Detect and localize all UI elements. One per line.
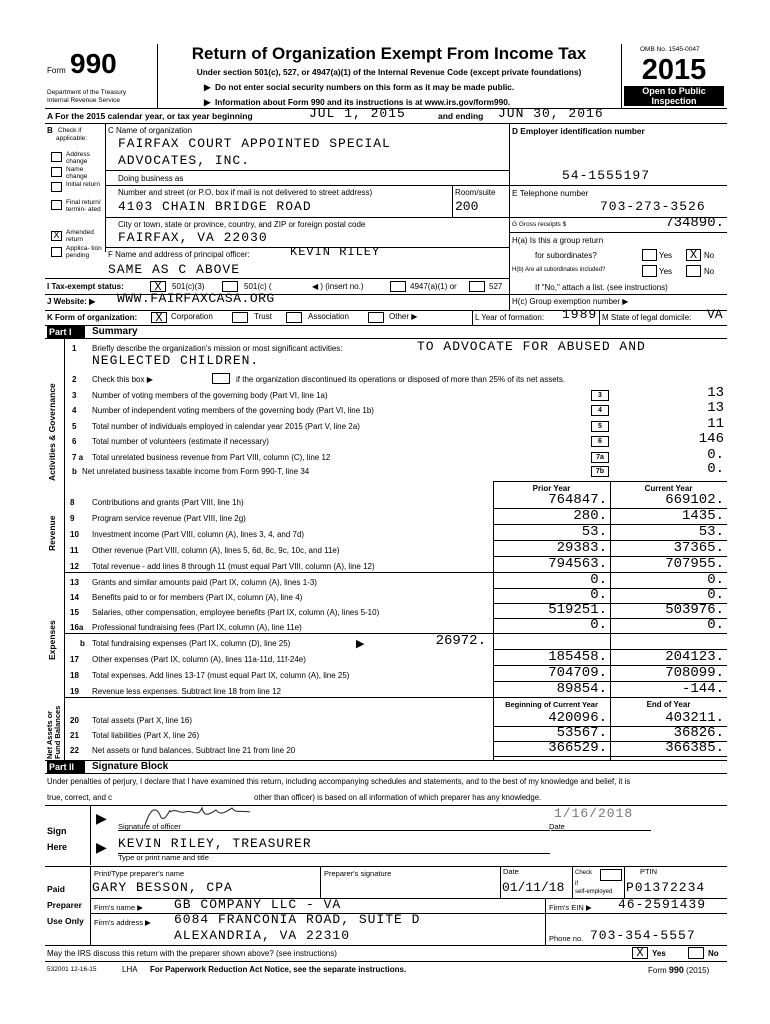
prior-year-value: 794563.	[548, 556, 607, 572]
financial-line-label: Other expenses (Part IX, column (A), lines 11a-11d, 11f-24e)	[92, 655, 306, 664]
check-label: Check	[575, 870, 593, 876]
street-label: Number and street (or P.O. box if mail is not delivered to street address)	[118, 188, 373, 197]
group-return-yes-checkbox[interactable]	[642, 249, 657, 261]
preparer-name: GARY BESSON, CPA	[92, 880, 233, 895]
line-box-number: 5	[591, 421, 609, 432]
current-year-value: 1435.	[681, 508, 724, 524]
city-label: City or town, state or province, country, and ZIP or foreign postal code	[118, 220, 366, 229]
mission-line2: NEGLECTED CHILDREN.	[92, 353, 260, 368]
firm-address-line1: 6084 FRANCONIA ROAD, SUITE D	[174, 912, 421, 927]
preparer-date: 01/11/18	[502, 880, 565, 895]
preparer-signature-label: Preparer's signature	[324, 869, 392, 878]
applicable-label: applicable:	[56, 135, 88, 142]
attach-list-note: If "No," attach a list. (see instructions)	[535, 283, 668, 292]
amended-return-checkbox[interactable]: X	[51, 231, 62, 241]
use-only-label: Use Only	[47, 916, 84, 926]
current-year-value: 707955.	[665, 556, 724, 572]
financial-line-label: Salaries, other compensation, employee benefits (Part IX, column (A), lines 5-10)	[92, 608, 380, 617]
line-number: 7 a	[72, 453, 84, 462]
activity-line-label: Number of voting members of the governing body (Part VI, line 1a)	[92, 391, 328, 400]
financial-line-label: Investment income (Part VIII, column (A), lines 3, 4, and 7d)	[92, 530, 305, 539]
form-title: Return of Organization Exempt From Income Tax	[191, 44, 587, 63]
form-subtitle: Under section 501(c), 527, or 4947(a)(1) of the Internal Revenue Code (except private foundations)	[196, 67, 582, 77]
line-number: b	[80, 639, 85, 648]
name-change-checkbox[interactable]	[51, 167, 62, 177]
prior-year-value: 53.	[581, 524, 607, 540]
sign-label: Sign	[47, 826, 67, 836]
lha-label: LHA	[122, 965, 138, 974]
activity-line-value: 0.	[707, 447, 724, 463]
501c3-label: 501(c)(3)	[172, 282, 205, 291]
discuss-question: May the IRS discuss this return with the preparer shown above? (see instructions)	[47, 949, 337, 958]
insert-no-label: ◀ ) (insert no.)	[312, 282, 364, 291]
paperwork-notice: For Paperwork Reduction Act Notice, see the separate instructions.	[150, 965, 407, 974]
line-number: 11	[70, 546, 79, 555]
initial-return-checkbox[interactable]	[51, 182, 62, 192]
prior-year-value: 704709.	[548, 665, 607, 681]
officer-name-title: KEVIN RILEY, TREASURER	[118, 836, 312, 851]
here-label: Here	[47, 842, 68, 852]
line-1-number: 1	[72, 344, 77, 353]
discuss-no-label: No	[708, 949, 719, 958]
dept-irs: Internal Revenue Service	[47, 97, 120, 104]
phone-label: Phone no.	[549, 934, 584, 943]
officer-label: F Name and address of principal officer:	[108, 250, 250, 259]
discuss-yes-checkbox[interactable]: X	[632, 947, 648, 959]
side-revenue: Revenue	[47, 515, 57, 551]
financial-line-label: Revenue less expenses. Subtract line 18 from line 12	[92, 687, 281, 696]
org-name-line1: FAIRFAX COURT APPOINTED SPECIAL	[118, 136, 391, 151]
prior-year-value: 185458.	[548, 649, 607, 665]
current-year-value: 37365.	[673, 540, 724, 556]
line-box-number: 7a	[591, 452, 609, 463]
ein-label: D Employer identification number	[512, 126, 645, 136]
line-a-label: A For the 2015 calendar year, or tax year beginning	[47, 111, 253, 121]
website-label: J Website: ▶	[47, 297, 96, 306]
activity-line-label: Total number of volunteers (estimate if necessary)	[92, 437, 269, 446]
city-state-zip: FAIRFAX, VA 22030	[118, 230, 268, 245]
financial-line-label: Other revenue (Part VIII, column (A), lines 5, 6d, 8c, 9c, 10c, and 11e)	[92, 546, 340, 555]
activity-line-label: Total number of individuals employed in calendar year 2015 (Part V, line 2a)	[92, 422, 360, 431]
sign-arrow: ▶	[96, 810, 107, 826]
side-net-assets: Net Assets or Fund Balances	[45, 705, 62, 759]
preparer-phone: 703-354-5557	[590, 928, 696, 943]
no-label: No	[704, 251, 715, 260]
subordinates-no-checkbox[interactable]	[686, 265, 701, 277]
footer-form: Form 990 (2015)	[648, 965, 710, 975]
subordinates-yes-checkbox[interactable]	[642, 265, 657, 277]
prior-year-value: 0.	[590, 572, 607, 588]
street-address: 4103 CHAIN BRIDGE ROAD	[118, 199, 312, 214]
financial-line-label: Contributions and grants (Part VIII, line 1h)	[92, 498, 244, 507]
date-label: Date	[549, 822, 565, 831]
line-number: 5	[72, 422, 77, 431]
prior-year-value: 280.	[573, 508, 607, 524]
line-number: 20	[70, 716, 79, 725]
fundraising-expenses-value: 26972.	[435, 633, 486, 649]
ptin-label: PTIN	[640, 867, 658, 876]
group-return-label: H(a) Is this a group return	[512, 236, 604, 245]
other-label: Other ▶	[389, 312, 418, 321]
501c-label: 501(c) (	[244, 282, 272, 291]
penalty-text-2b: other than officer) is based on all information of which preparer has any knowledge.	[254, 793, 542, 802]
state-domicile-value: VA	[707, 307, 723, 322]
subordinates-label: H(b) Are all subordinates included?	[512, 267, 606, 273]
current-year-value: 0.	[707, 617, 724, 633]
dept-treasury: Department of the Treasury	[47, 89, 127, 96]
financial-line-label: Professional fundraising fees (Part IX, column (A), line 11e)	[92, 623, 302, 632]
telephone-label: E Telephone number	[512, 188, 589, 198]
other-checkbox[interactable]	[368, 312, 384, 323]
form-code: 532001 12-16-15	[47, 966, 97, 973]
prior-year-value: 519251.	[548, 602, 607, 618]
no-label: No	[704, 267, 715, 276]
prior-year-value: 0.	[590, 617, 607, 633]
notice-ssn: ▶ Do not enter social security numbers on this form as it may be made public.	[204, 82, 515, 92]
line-number: 18	[70, 671, 79, 680]
paid-label: Paid	[47, 884, 65, 894]
website-value: WWW.FAIRFAXCASA.ORG	[117, 291, 275, 306]
activity-line-label: Total unrelated business revenue from Part VIII, column (C), line 12	[92, 453, 331, 462]
prior-year-value: 29383.	[556, 540, 607, 556]
room-suite: 200	[455, 199, 479, 214]
side-expenses: Expenses	[47, 620, 57, 660]
end-year-value: 36826.	[673, 725, 724, 741]
notice-info: ▶ Information about Form 990 and its instructions is at www.irs.gov/form990.	[204, 97, 511, 107]
line-box-number: 3	[591, 390, 609, 401]
4947-label: 4947(a)(1) or	[410, 282, 457, 291]
final-return-checkbox[interactable]	[51, 200, 62, 210]
527-label: 527	[489, 282, 503, 291]
current-year-value: 204123.	[665, 649, 724, 665]
tax-year-begin: JUL 1, 2015	[309, 106, 406, 121]
tax-exempt-label: I Tax-exempt status:	[47, 282, 124, 291]
prior-year-value: 0.	[590, 587, 607, 603]
if-label: if	[575, 881, 578, 887]
line-box-number: 4	[591, 405, 609, 416]
firm-name: GB COMPANY LLC - VA	[174, 897, 342, 912]
yes-label: Yes	[659, 267, 673, 276]
line-number: 4	[72, 406, 77, 415]
financial-line-label: Program service revenue (Part VIII, line 2g)	[92, 514, 246, 523]
mission-label: Briefly describe the organization's mission or most significant activities:	[92, 344, 343, 353]
net-line-label: Total liabilities (Part X, line 26)	[92, 731, 200, 740]
col-current-year: Current Year	[644, 484, 693, 493]
and-ending-label: and ending	[438, 111, 484, 121]
line-number: 13	[70, 578, 79, 587]
current-year-value: -144.	[681, 681, 724, 697]
firm-address-line2: ALEXANDRIA, VA 22310	[174, 928, 351, 943]
col-prior-year: Prior Year	[532, 484, 571, 493]
line2-text: if the organization discontinued its operations or disposed of more than 25% of its net assets.	[236, 375, 566, 384]
preparer-name-label: Print/Type preparer's name	[94, 869, 185, 878]
form-number: 990	[70, 48, 117, 79]
check-if-label: Check if	[58, 127, 82, 134]
financial-line-label: Total revenue - add lines 8 through 11 (must equal Part VIII, column (A), line 12)	[92, 562, 375, 571]
line-number: 14	[70, 593, 79, 602]
current-year-value: 53.	[698, 524, 724, 540]
line2-label: Check this box ▶	[92, 375, 153, 384]
line-box-number: 6	[591, 436, 609, 447]
self-employed-label: self-employed	[575, 889, 613, 895]
line-number: 12	[70, 562, 79, 571]
line-number: 6	[72, 437, 77, 446]
current-year-value: 0.	[707, 587, 724, 603]
address-change-label: Address change	[66, 151, 90, 165]
line-number: 15	[70, 608, 79, 617]
dba-label: Doing business as	[118, 174, 184, 183]
line-number: 22	[70, 746, 79, 755]
name-arrow: ▶	[96, 839, 107, 855]
penalty-text-2a: true, correct, and c	[47, 793, 113, 802]
preparer-date-label: Date	[503, 867, 519, 876]
officer-address: SAME AS C ABOVE	[108, 262, 241, 277]
name-change-label: Name change	[66, 166, 88, 180]
current-year-value: 503976.	[665, 602, 724, 618]
application-pending-label: Applica- tion pending	[66, 245, 102, 259]
org-name-line2: ADVOCATES, INC.	[118, 153, 251, 168]
discuss-no-checkbox[interactable]	[688, 947, 704, 959]
527-checkbox[interactable]	[469, 281, 485, 292]
col-beginning-year: Beginning of Current Year	[505, 700, 598, 709]
line-number: 16a	[70, 623, 84, 632]
self-employed-checkbox[interactable]	[600, 869, 622, 881]
financial-line-label: Total expenses. Add lines 13-17 (must equal Part IX, column (A), line 25)	[92, 671, 350, 680]
omb-number: OMB No. 1545-0047	[640, 46, 700, 53]
gross-receipts-value: 734890.	[665, 215, 724, 231]
line-box-number: 7b	[591, 466, 609, 477]
net-line-label: Total assets (Part X, line 16)	[92, 716, 193, 725]
current-year-value: 0.	[707, 572, 724, 588]
org-name-label: C Name of organization	[108, 126, 193, 135]
beginning-year-value: 366529.	[548, 740, 607, 756]
group-return-no-checkbox[interactable]: X	[686, 249, 701, 261]
financial-line-label: Benefits paid to or for members (Part IX, column (A), line 4)	[92, 593, 303, 602]
end-year-value: 366385.	[665, 740, 724, 756]
ein-value: 54-1555197	[562, 168, 651, 183]
yes-label: Yes	[659, 251, 673, 260]
tax-year-end: JUN 30, 2016	[498, 106, 604, 121]
corporation-label: Corporation	[171, 312, 213, 321]
preparer-label: Preparer	[47, 900, 82, 910]
part2-tag: Part II	[47, 761, 85, 773]
trust-checkbox[interactable]	[232, 312, 248, 323]
open-inspection-badge: Open to Public Inspection	[624, 86, 724, 106]
section-b-label: B	[47, 126, 53, 135]
amended-return-label: Amended return	[66, 229, 94, 243]
beginning-year-value: 53567.	[556, 725, 607, 741]
arrow-icon: ▶	[356, 638, 365, 650]
group-return-sub: for subordinates?	[535, 251, 597, 260]
activity-line-value: 13	[707, 400, 724, 416]
firm-address-label: Firm's address ▶	[94, 918, 151, 927]
state-domicile-label: M State of legal domicile:	[602, 313, 692, 322]
prior-year-value: 764847.	[548, 492, 607, 508]
trust-label: Trust	[254, 312, 272, 321]
financial-line-label: Total fundraising expenses (Part IX, column (D), line 25)	[92, 639, 291, 648]
col-end-year: End of Year	[646, 700, 691, 709]
discontinued-checkbox[interactable]	[212, 373, 230, 384]
initial-return-label: Initial return	[66, 181, 100, 188]
activity-line-value: 146	[698, 431, 724, 447]
preparer-ptin: P01372234	[626, 880, 706, 895]
net-line-label: Net assets or fund balances. Subtract line 21 from line 20	[92, 746, 296, 755]
part1-tag: Part I	[47, 326, 85, 338]
side-activities: Activities & Governance	[47, 383, 57, 481]
room-suite-label: Room/suite	[455, 188, 496, 197]
signature-officer-label: Signature of officer	[118, 822, 181, 831]
type-name-label: Type or print name and title	[118, 853, 209, 862]
mission-line1: TO ADVOCATE FOR ABUSED AND	[417, 339, 646, 354]
association-label: Association	[308, 312, 349, 321]
4947-checkbox[interactable]	[390, 281, 406, 292]
address-change-checkbox[interactable]	[51, 152, 62, 162]
line-number: 3	[72, 391, 77, 400]
financial-line-label: Grants and similar amounts paid (Part IX, column (A), lines 1-3)	[92, 578, 317, 587]
line-number: 17	[70, 655, 79, 664]
form-word: Form	[47, 66, 66, 75]
part1-title: Summary	[92, 326, 138, 337]
firm-ein: 46-2591439	[618, 897, 707, 912]
gross-receipts-label: G Gross receipts $	[512, 221, 567, 228]
principal-officer: KEVIN RILEY	[290, 245, 381, 259]
association-checkbox[interactable]	[286, 312, 302, 323]
tax-year: 2015	[641, 54, 707, 86]
firm-ein-label: Firm's EIN ▶	[549, 903, 592, 912]
firm-name-label: Firm's name ▶	[94, 903, 143, 912]
line-number: b	[72, 467, 77, 476]
line-number: 21	[70, 731, 79, 740]
line-2-number: 2	[72, 375, 77, 384]
activity-line-value: 13	[707, 385, 724, 401]
application-pending-checkbox[interactable]	[51, 247, 62, 257]
year-formation-value: 1989	[562, 307, 598, 322]
current-year-value: 669102.	[665, 492, 724, 508]
final-return-label: Final return/ termin- ated	[66, 199, 101, 213]
activity-line-value: 11	[707, 416, 724, 432]
beginning-year-value: 420096.	[548, 710, 607, 726]
end-year-value: 403211.	[665, 710, 724, 726]
group-exemption-label: H(c) Group exemption number ▶	[512, 297, 629, 306]
activity-line-value: 0.	[707, 461, 724, 477]
year-formation-label: L Year of formation:	[475, 313, 545, 322]
activity-line-label: Net unrelated business taxable income from Form 990-T, line 34	[82, 467, 310, 476]
corporation-checkbox[interactable]: X	[151, 312, 167, 323]
telephone-value: 703-273-3526	[600, 199, 706, 214]
line-number: 9	[70, 514, 75, 523]
activity-line-label: Number of independent voting members of the governing body (Part VI, line 1b)	[92, 406, 374, 415]
penalty-text-1: Under penalties of perjury, I declare that I have examined this return, including accompanying schedules and statements, and to the best of my knowledge and belief, it is	[47, 777, 631, 786]
discuss-yes-label: Yes	[652, 949, 666, 958]
prior-year-value: 89854.	[556, 681, 607, 697]
501c3-checkbox[interactable]: X	[150, 281, 166, 292]
line-number: 19	[70, 687, 79, 696]
form-of-org-label: K Form of organization:	[47, 313, 138, 322]
current-year-value: 708099.	[665, 665, 724, 681]
line-number: 10	[70, 530, 79, 539]
part2-title: Signature Block	[92, 761, 169, 772]
signature-date: 1/16/2018	[554, 806, 634, 821]
line-number: 8	[70, 498, 75, 507]
